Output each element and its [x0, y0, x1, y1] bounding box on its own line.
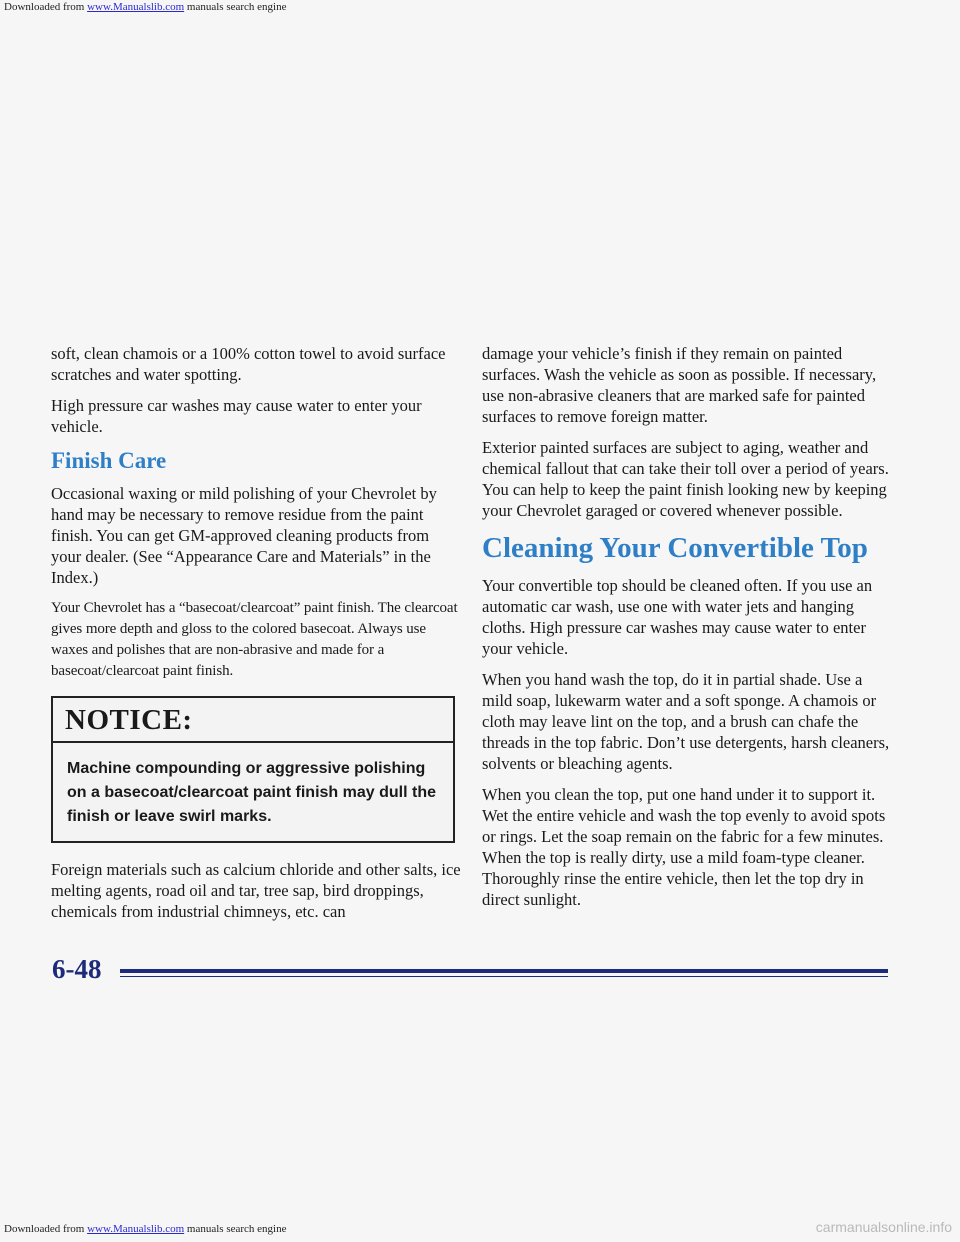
paragraph: Your Chevrolet has a “basecoat/clearcoat” paint finish. The clearcoat gives more depth and gloss to the colored basecoat. Always use waxes and polishes that are non-abrasive and made for a basecoat/clearcoat paint finish.	[51, 600, 458, 679]
page-number: 6-48	[52, 954, 102, 984]
left-column	[51, 343, 461, 932]
notice-box	[51, 696, 455, 843]
paragraph: Exterior painted surfaces are subject to aging, weather and chemical fallout that can take their toll over a period of years. You can help to keep the paint finish looking new by keeping your Chevrolet garaged or covered whenever possible.	[482, 438, 889, 520]
paragraph: damage your vehicle’s finish if they remain on painted surfaces. Wash the vehicle as soon as possible. If necessary, use non-abrasive cleaners that are marked safe for painted surfaces to remove foreign matter.	[482, 344, 877, 426]
paragraph: Occasional waxing or mild polishing of your Chevrolet by hand may be necessary to remove residue from the paint finish. You can get GM-approved cleaning products from your dealer. (See “Appearance Care and Materials” in the Index.)	[51, 484, 437, 587]
section-heading-convertible-top: Cleaning Your Convertible Top	[482, 532, 868, 564]
footer-prefix: Downloaded from	[4, 1223, 88, 1235]
paragraph: When you clean the top, put one hand under it to support it. Wet the entire vehicle and wash the top evenly to avoid spots or rings. Let the soap remain on the fabric for a few minutes. When the top is really dirty, use a mild foam-type cleaner. Thoroughly rinse the entire vehicle, then let the top dry in direct sunlight.	[482, 785, 886, 909]
paragraph: When you hand wash the top, do it in partial shade. Use a mild soap, lukewarm water and a soft sponge. A chamois or cloth may leave lint on the top, and a brush can chafe the threads in the top fabric. Don’t use detergents, harsh cleaners, solvents or bleaching agents.	[482, 670, 890, 773]
section-heading-finish-care: Finish Care	[51, 448, 167, 473]
download-banner	[4, 0, 286, 14]
notice-title: NOTICE:	[53, 698, 453, 743]
paragraph: soft, clean chamois or a 100% cotton towel to avoid surface scratches and water spotting.	[51, 344, 446, 384]
banner-suffix: manuals search engine	[184, 1, 287, 13]
notice-body: Machine compounding or aggressive polishing on a basecoat/clearcoat paint finish may dull the finish or leave swirl marks.	[67, 760, 436, 825]
paragraph: High pressure car washes may cause water to enter your vehicle.	[51, 396, 422, 436]
paragraph: Foreign materials such as calcium chloride and other salts, ice melting agents, road oil and tar, tree sap, bird droppings, chemicals from industrial chimneys, etc. can	[51, 860, 461, 921]
paragraph: Your convertible top should be cleaned often. If you use an automatic car wash, use one with water jets and hanging cloths. High pressure car washes may cause water to enter your vehicle.	[482, 576, 873, 658]
footer-rule-thin	[120, 976, 888, 977]
footer-suffix: manuals search engine	[184, 1223, 287, 1235]
banner-prefix: Downloaded from	[4, 1, 88, 13]
manualslib-link[interactable]: www.Manualslib.com	[87, 1, 185, 13]
manualslib-footer-link[interactable]: www.Manualslib.com	[87, 1223, 185, 1235]
right-column	[482, 343, 894, 920]
download-footer	[4, 1222, 286, 1236]
footer-rule	[120, 969, 888, 973]
watermark: carmanualsonline.info	[815, 1219, 952, 1235]
